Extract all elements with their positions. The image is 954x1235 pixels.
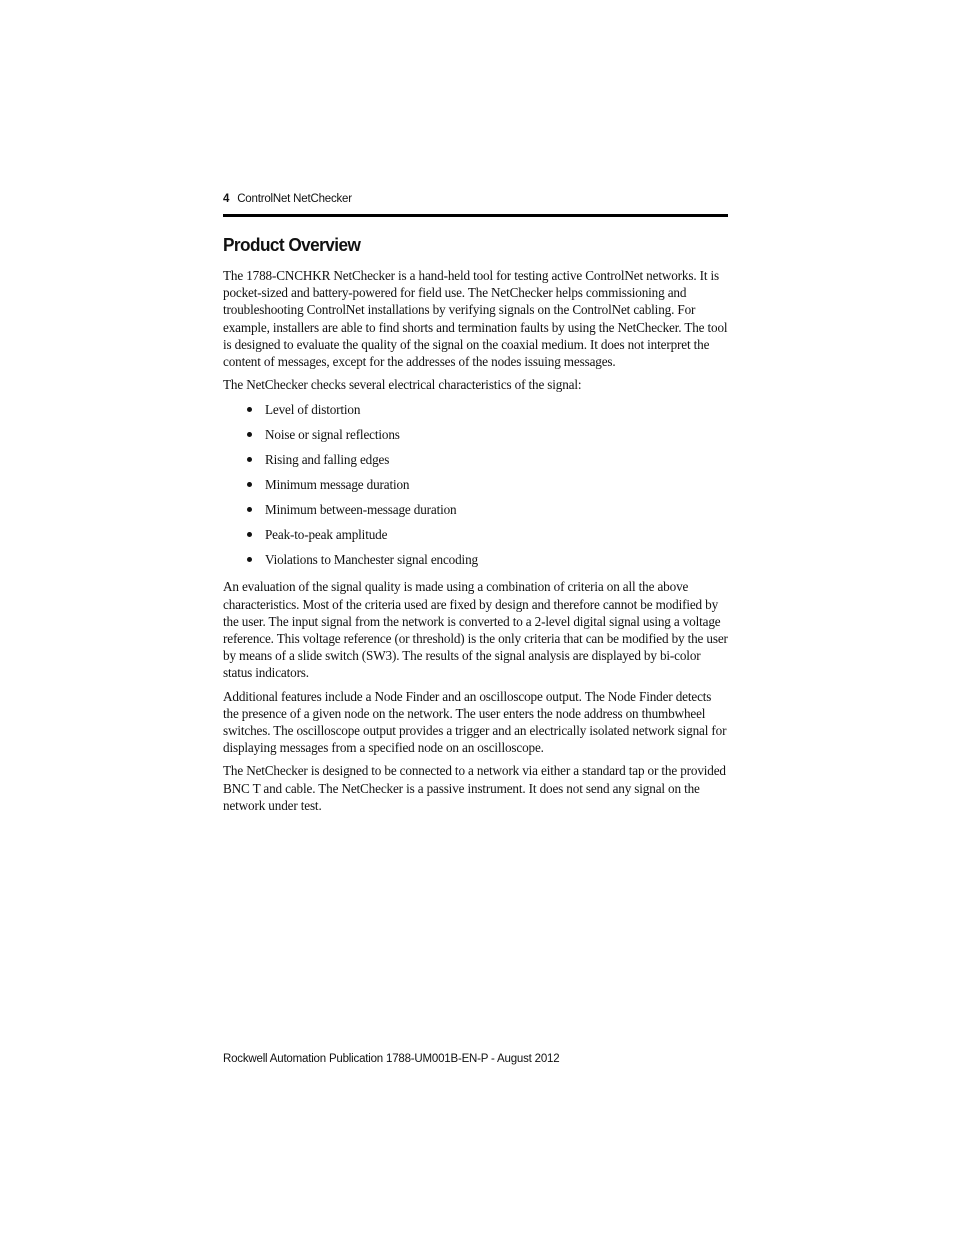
bullet-icon (247, 482, 252, 487)
bullet-icon (247, 507, 252, 512)
bullet-icon (247, 457, 252, 462)
list-item-text: Minimum between-message duration (265, 502, 457, 518)
connection-paragraph: The NetChecker is designed to be connected to a network via either a standard tap or the provided BNC T and cable. The NetChecker is a passive instrument. It does not send any signal on the network under test. (223, 763, 726, 813)
list-item-text: Peak-to-peak amplitude (265, 527, 388, 543)
list-item-text: Level of distortion (265, 402, 361, 418)
characteristics-list (223, 401, 728, 572)
list-item (223, 526, 728, 551)
section-title: Product Overview (223, 234, 361, 255)
intro-paragraph: The 1788-CNCHKR NetChecker is a hand-held tool for testing active ControlNet networks. It is pocket-sized and battery-powered for field use. The NetChecker helps commissioning and troubleshooting ControlNet installations by verifying signals on the ControlNet cabling. For example, installers are able to find shorts and termination faults by using the NetChecker. The tool is designed to evaluate the quality of the signal on the coaxial medium. It does not interpret the content of messages, except for the addresses of the nodes issuing messages. (223, 268, 728, 370)
bullet-icon (247, 532, 252, 537)
bullet-icon (247, 432, 252, 437)
list-item (223, 476, 728, 501)
list-item-text: Minimum message duration (265, 477, 410, 493)
list-item (223, 401, 728, 426)
list-item-text: Rising and falling edges (265, 452, 390, 468)
checks-lead-paragraph: The NetChecker checks several electrical characteristics of the signal: (223, 377, 582, 393)
running-title: ControlNet NetChecker (237, 193, 352, 205)
evaluation-paragraph: An evaluation of the signal quality is made using a combination of criteria on all the above characteristics. Most of the criteria used are fixed by design and therefore cannot be modified by the user. The input signal from the network is converted to a 2-level digital signal using a voltage reference. This voltage reference (or threshold) is the only criteria that can be modified by the user by means of a slide switch (SW3). The results of the signal analysis are displayed by bi-color status indicators. (223, 579, 728, 681)
running-header (223, 193, 728, 205)
bullet-icon (247, 407, 252, 412)
list-item-text: Violations to Manchester signal encoding (265, 552, 478, 568)
list-item (223, 426, 728, 451)
list-item (223, 501, 728, 526)
page-number: 4 (223, 193, 230, 205)
features-paragraph: Additional features include a Node Finder and an oscilloscope output. The Node Finder detects the presence of a given node on the network. The user enters the node address on thumbwheel switches. The oscilloscope output provides a trigger and an electrically isolated network signal for displaying messages from a specified node on an oscilloscope. (223, 688, 727, 756)
list-item-text: Noise or signal reflections (265, 427, 400, 443)
section-body (223, 267, 728, 820)
list-item (223, 451, 728, 476)
bullet-icon (247, 557, 252, 562)
publication-footer: Rockwell Automation Publication 1788-UM001B-EN-P - August 2012 (223, 1053, 560, 1065)
list-item (223, 551, 728, 572)
header-rule (223, 214, 728, 217)
